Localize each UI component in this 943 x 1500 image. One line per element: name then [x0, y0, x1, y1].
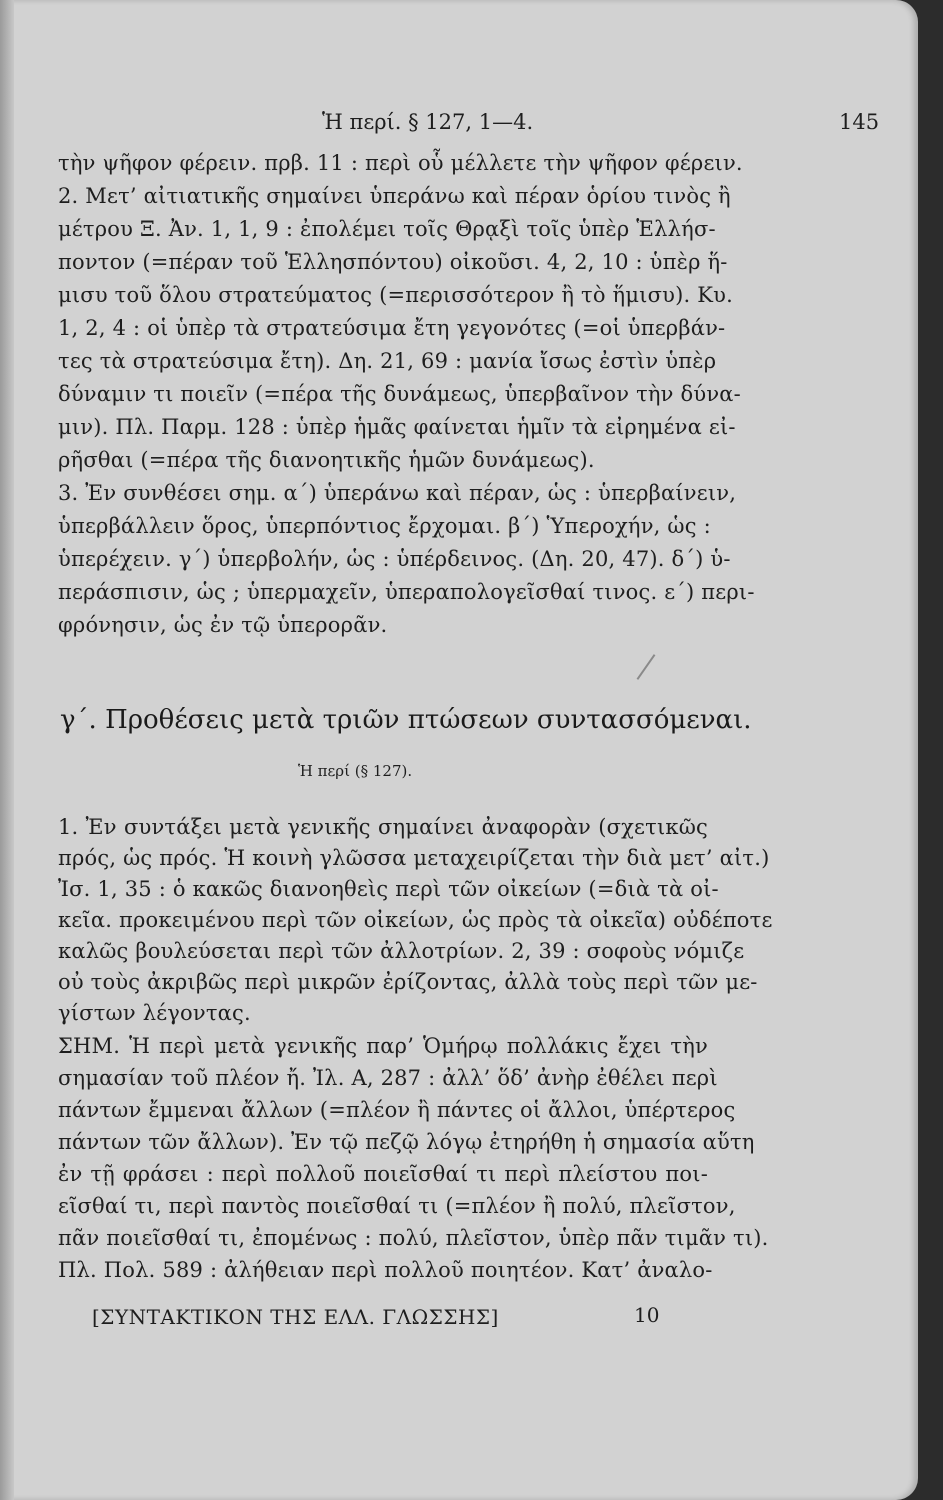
text-line: 3. Ἐν συνθέσει σημ. α´) ὑπεράνω καὶ πέραν, ὡς : ὑπερβαίνειν, [58, 481, 737, 505]
text-line: 1, 2, 4 : οἱ ὑπὲρ τὰ στρατεύσιμα ἔτη γεγονότες (=οἱ ὑπερβάν- [58, 316, 726, 340]
running-title: Ἡ περί. § 127, 1—4. [322, 110, 534, 134]
text-line: ὑπερέχειν. γ´) ὑπερβολήν, ὡς : ὑπέρδεινος. (Δη. 20, 47). δ´) ὑ- [58, 547, 731, 571]
text-line: μιν). Πλ. Παρμ. 128 : ὑπὲρ ἡμᾶς φαίνεται ἡμῖν τὰ εἰρημένα εἰ- [58, 415, 736, 439]
text-line: Πλ. Πολ. 589 : ἀλήθειαν περὶ πολλοῦ ποιητέον. Κατ’ ἀναλο- [58, 1258, 713, 1282]
text-line: σημασίαν τοῦ πλέον ἤ. Ἰλ. Α, 287 : ἀλλ’ ὅδ’ ἀνὴρ ἐθέλει περὶ [58, 1066, 718, 1090]
page-gutter [0, 0, 14, 1500]
text-line: ποντον (=πέραν τοῦ Ἑλλησπόντου) οἰκοῦσι. 4, 2, 10 : ὑπὲρ ἥ- [58, 250, 728, 274]
text-line: πάντων τῶν ἄλλων). Ἐν τῷ πεζῷ λόγῳ ἐτηρήθη ἡ σημασία αὕτη [58, 1130, 755, 1154]
text-line: τες τὰ στρατεύσιμα ἔτη). Δη. 21, 69 : μανία ἴσως ἐστὶν ὑπὲρ [58, 349, 717, 373]
section-subtitle: Ἡ περί (§ 127). [298, 762, 413, 780]
text-line: οὐ τοὺς ἀκριβῶς περὶ μικρῶν ἐρίζοντας, ἀλλὰ τοὺς περὶ τῶν με- [58, 970, 758, 994]
printer-signature: [ΣΥΝΤΑΚΤΙΚΟΝ ΤΗΣ ΕΛΛ. ΓΛΩΣΣΗΣ] [92, 1305, 499, 1329]
sheet-number: 10 [634, 1303, 660, 1327]
text-line: μισυ τοῦ ὅλου στρατεύματος (=περισσότερον ἢ τὸ ἥμισυ). Κυ. [58, 283, 733, 307]
text-line: γίστων λέγοντας. [58, 1001, 251, 1025]
section-title: γ´. Προθέσεις μετὰ τριῶν πτώσεων συντασσόμεναι. [60, 705, 752, 735]
text-line: εῖσθαί τι, περὶ παντὸς ποιεῖσθαί τι (=πλέον ἢ πολύ, πλεῖστον, [58, 1194, 736, 1218]
text-line: τὴν ψῆφον φέρειν. πρβ. 11 : περὶ οὗ μέλλετε τὴν ψῆφον φέρειν. [58, 151, 743, 175]
text-line: ΣΗΜ. Ἡ περὶ μετὰ γενικῆς παρ’ Ὁμήρῳ πολλάκις ἔχει τὴν [58, 1034, 708, 1058]
text-line: 1. Ἐν συντάξει μετὰ γενικῆς σημαίνει ἀναφορὰν (σχετικῶς [58, 815, 708, 839]
text-line: πάντων ἔμμεναι ἄλλων (=πλέον ἢ πάντες οἱ ἄλλοι, ὑπέρτερος [58, 1098, 736, 1122]
text-line: μέτρου Ξ. Ἀν. 1, 1, 9 : ἐπολέμει τοῖς Θρᾳξὶ τοῖς ὑπὲρ Ἑλλήσ- [58, 217, 716, 241]
text-line: Ἰσ. 1, 35 : ὁ κακῶς διανοηθεὶς περὶ τῶν οἰκείων (=διὰ τὰ οἰ- [58, 877, 719, 901]
text-line: δύναμιν τι ποιεῖν (=πέρα τῆς δυνάμεως, ὑπερβαῖνον τὴν δύνα- [58, 382, 741, 406]
page-number: 145 [839, 110, 880, 134]
text-line: κεῖα. προκειμένου περὶ τῶν οἰκείων, ὡς πρὸς τὰ οἰκεῖα) οὐδέποτε [58, 908, 773, 932]
text-line: περάσπισιν, ὡς ; ὑπερμαχεῖν, ὑπεραπολογεῖσθαί τινος. ε´) περι- [58, 580, 755, 604]
text-line: ἐν τῇ φράσει : περὶ πολλοῦ ποιεῖσθαί τι περὶ πλείστου ποι- [58, 1162, 708, 1186]
pencil-mark [637, 654, 656, 680]
text-line: ρῆσθαι (=πέρα τῆς διανοητικῆς ἡμῶν δυνάμεως). [58, 448, 595, 472]
text-line: πᾶν ποιεῖσθαί τι, ἐπομένως : πολύ, πλεῖστον, ὑπὲρ πᾶν τιμᾶν τι). [58, 1226, 769, 1250]
text-line: ὑπερβάλλειν ὅρος, ὑπερπόντιος ἔρχομαι. β´) Ὑπεροχήν, ὡς : [58, 514, 711, 538]
text-line: πρός, ὡς πρός. Ἡ κοινὴ γλῶσσα μεταχειρίζεται τὴν διὰ μετ’ αἰτ.) [58, 846, 770, 870]
text-line: 2. Μετ’ αἰτιατικῆς σημαίνει ὑπεράνω καὶ πέραν ὁρίου τινὸς ἢ [58, 184, 731, 208]
text-line: φρόνησιν, ὡς ἐν τῷ ὑπερορᾶν. [58, 613, 388, 637]
text-line: καλῶς βουλεύσεται περὶ τῶν ἀλλοτρίων. 2, 39 : σοφοὺς νόμιζε [58, 939, 745, 963]
